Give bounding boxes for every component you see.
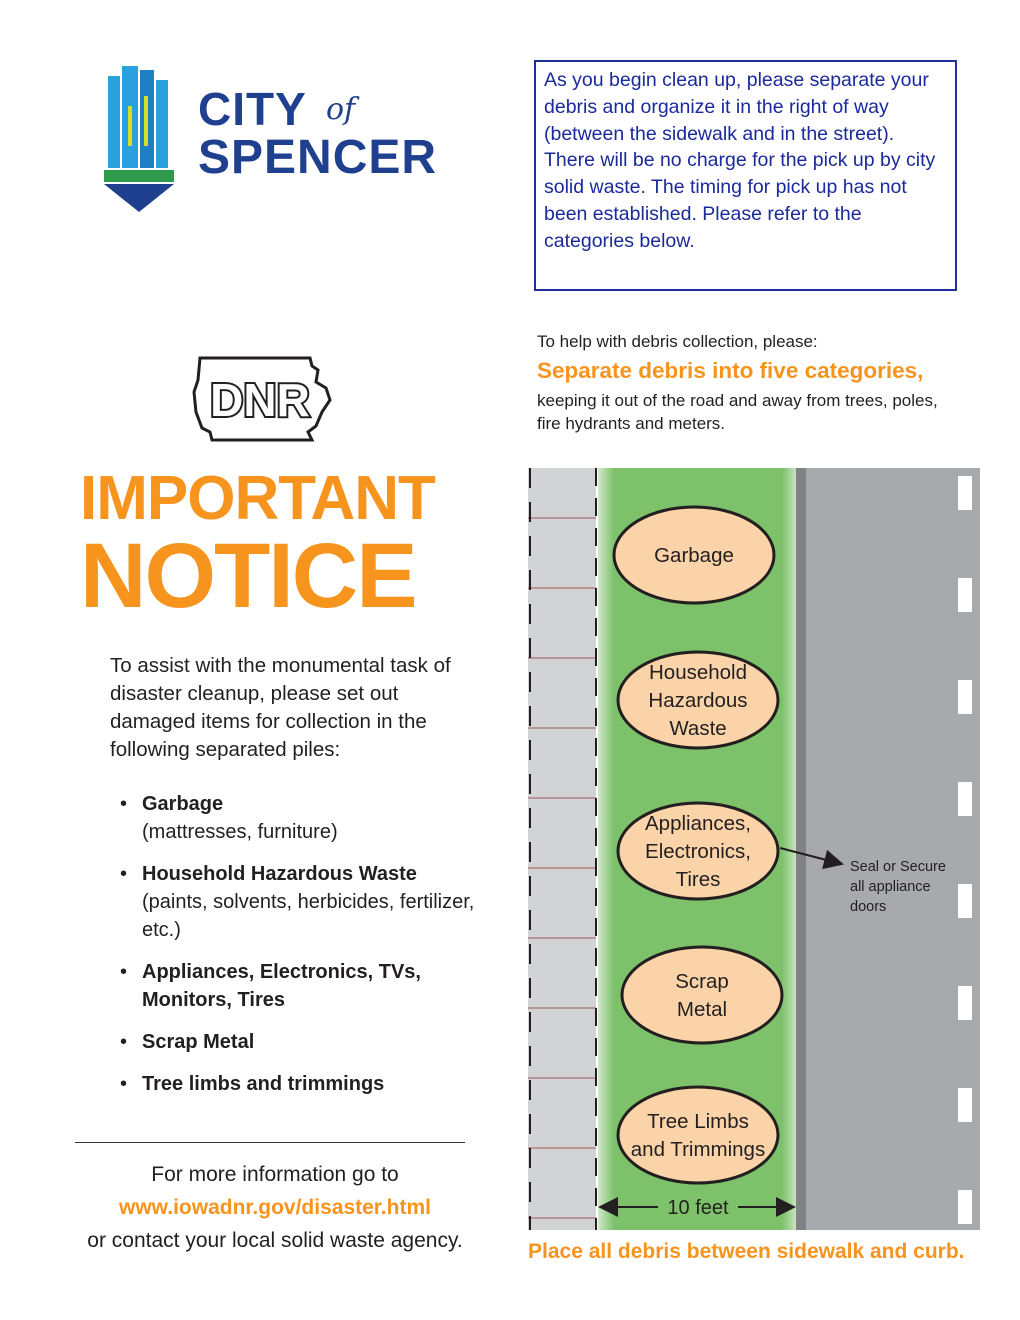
keeping-text: keeping it out of the road and away from trees, poles, fire hydrants and meters.	[537, 391, 938, 433]
place-debris-note: Place all debris between sidewalk and curb.	[528, 1240, 965, 1263]
notice-heading: NOTICE	[80, 525, 416, 627]
info-url-link[interactable]: www.iowadnr.gov/disaster.html	[119, 1196, 431, 1219]
sidewalk	[528, 468, 596, 1230]
pile-label-line: Appliances,	[645, 812, 751, 835]
pile-label-line: Household	[648, 661, 748, 684]
more-info-block	[60, 1158, 490, 1257]
callout-line: doors	[850, 899, 887, 915]
divider	[75, 1142, 465, 1143]
pile-label-line: Metal	[676, 998, 728, 1021]
logo-of-text: of	[326, 92, 356, 127]
lane-dash	[958, 680, 972, 714]
logo-spencer-text: SPENCER	[198, 131, 438, 184]
dnr-logo	[190, 352, 335, 442]
lane-dash	[958, 1190, 972, 1224]
debris-pile	[618, 652, 778, 748]
callout-line: all appliance	[850, 879, 931, 895]
pile-label-line: and Trimmings	[630, 1138, 766, 1161]
list-item: • Household Hazardous Waste (paints, solvents, herbicides, fertilizer, etc.)	[120, 860, 480, 944]
debris-pile	[622, 947, 782, 1043]
lane-dash	[958, 782, 972, 816]
width-label: 10 feet	[667, 1197, 729, 1219]
help-text: To help with debris collection, please:	[537, 332, 818, 351]
pile-label-line: Garbage	[654, 544, 734, 567]
lane-dash	[958, 476, 972, 510]
dnr-logo-text: DNR	[210, 374, 310, 426]
pile-label-line: Tires	[675, 868, 721, 891]
assist-paragraph: To assist with the monumental task of disaster cleanup, please set out damaged items for collection in the following separated piles:	[110, 654, 451, 761]
curb	[796, 468, 806, 1230]
debris-pile	[618, 1087, 778, 1183]
pile-ellipse	[622, 947, 782, 1043]
separate-debris-title: Separate debris into five categories,	[537, 358, 924, 383]
iowa-state-outline-icon	[190, 352, 335, 442]
item-detail: (mattresses, furniture)	[142, 821, 338, 843]
pile-label-line: Hazardous	[648, 689, 748, 712]
item-title: Household Hazardous Waste	[142, 863, 417, 885]
intro-notice-box	[534, 60, 957, 291]
road	[806, 468, 980, 1230]
more-info-line3: or contact your local solid waste agency.	[87, 1229, 463, 1252]
pile-label-line: Waste	[669, 717, 727, 740]
more-info-line1: For more information go to	[151, 1163, 399, 1186]
important-heading: IMPORTANT	[80, 464, 435, 533]
item-title: Garbage	[142, 793, 224, 815]
item-title: Appliances, Electronics, TVs, Monitors, Tires	[142, 961, 421, 1011]
intro-text: As you begin clean up, please separate your debris and organize it in the right of way (between the sidewalk and in the street). There will be no charge for the pick up by city solid waste. The timing for pick up has not been established. Please refer to the categories below.	[544, 69, 936, 252]
pile-label	[654, 544, 734, 567]
pile-label-line: Scrap	[675, 970, 729, 993]
list-item: • Tree limbs and trimmings	[120, 1073, 385, 1095]
debris-category-list	[120, 790, 480, 1098]
logo-city-text: CITY	[198, 83, 307, 135]
lane-dash	[958, 1088, 972, 1122]
city-emblem-icon	[100, 66, 190, 216]
item-title: Tree limbs and trimmings	[142, 1073, 385, 1095]
pile-label-line: Tree Limbs	[647, 1110, 749, 1133]
lane-dash	[958, 884, 972, 918]
list-item: • Appliances, Electronics, TVs, Monitors, Tires	[120, 961, 421, 1011]
list-item: • Scrap Metal	[120, 1031, 255, 1053]
callout-line: Seal or Secure	[850, 859, 946, 875]
lane-dash	[958, 578, 972, 612]
debris-pile	[614, 507, 774, 603]
pile-ellipse	[618, 1087, 778, 1183]
debris-pile	[618, 803, 778, 899]
city-of-spencer-logo	[100, 66, 460, 216]
item-title: Scrap Metal	[142, 1031, 255, 1053]
lane-dash	[958, 986, 972, 1020]
debris-placement-diagram	[528, 468, 980, 1230]
pile-label-line: Electronics,	[645, 840, 751, 863]
item-detail: (paints, solvents, herbicides, fertilizer, etc.)	[142, 891, 475, 941]
list-item: • Garbage (mattresses, furniture)	[120, 790, 480, 846]
